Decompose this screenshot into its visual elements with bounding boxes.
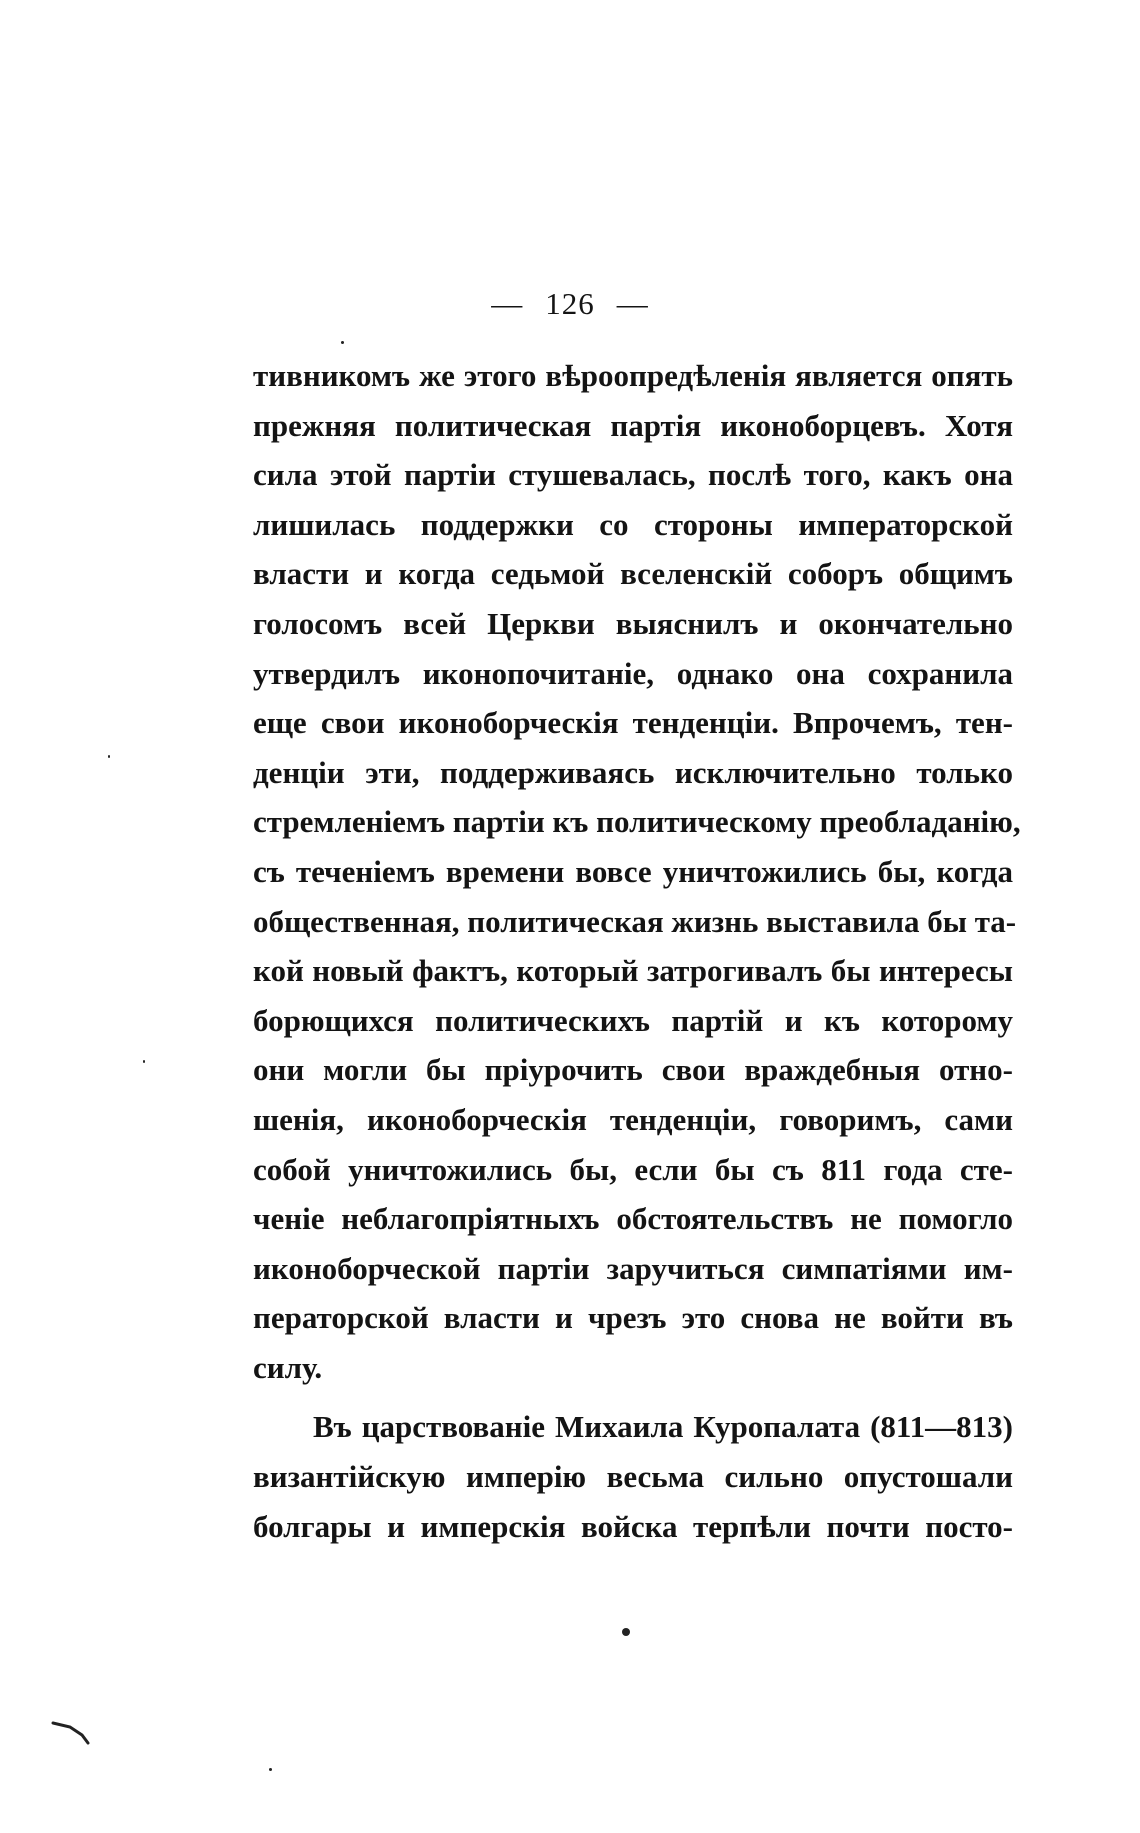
text-line: ператорской власти и чрезъ это снова не войти въ <box>253 1300 1013 1336</box>
text-line: денціи эти, поддерживаясь исключительно только <box>253 754 1013 790</box>
text-line: они могли бы пріурочить свои враждебныя отно- <box>253 1052 1013 1088</box>
text-line: кой новый фактъ, который затрогивалъ бы интересы <box>253 953 1013 989</box>
page-number-dash-right: — <box>616 286 649 321</box>
page-number-value: 126 <box>545 286 595 321</box>
text-line: шенія, иконоборческія тенденціи, говоримъ, сами <box>253 1101 1013 1137</box>
scan-speck <box>269 1768 272 1771</box>
scan-speck <box>341 341 344 344</box>
text-line: общественная, политическая жизнь выставила бы та- <box>253 903 1017 939</box>
page-number-dash-left: — <box>491 286 524 321</box>
text-line: стремленіемъ партіи къ политическому преобладанію, <box>253 804 1021 840</box>
scan-speck <box>108 755 110 758</box>
text-line: утвердилъ иконопочитаніе, однако она сохранила <box>253 655 1013 691</box>
scan-scratch <box>48 1715 98 1755</box>
text-line: прежняя политическая партія иконоборцевъ. Хотя <box>253 407 1013 443</box>
text-line: борющихся политическихъ партій и къ которому <box>253 1002 1013 1038</box>
text-line: сила этой партіи стушевалась, послѣ того, какъ она <box>253 457 1013 493</box>
text-line: византійскую имперію весьма сильно опустошали <box>253 1459 1013 1495</box>
text-line-paragraph-end: силу. <box>253 1349 323 1385</box>
text-line: съ теченіемъ времени вовсе уничтожились бы, когда <box>253 853 1013 889</box>
text-line: тивникомъ же этого вѣроопредѣленія является опять <box>253 358 1013 393</box>
text-line: собой уничтожились бы, если бы съ 811 года сте- <box>253 1151 1013 1187</box>
scan-speck <box>143 1060 145 1063</box>
text-line: ченіе неблагопріятныхъ обстоятельствъ не помогло <box>253 1201 1013 1237</box>
text-line: голосомъ всей Церкви выяснилъ и окончательно <box>253 605 1013 641</box>
text-line: иконоборческой партіи заручиться симпатіями им- <box>253 1250 1013 1286</box>
text-line: болгары и имперскія войска терпѣли почти посто- <box>253 1508 1013 1544</box>
text-line-paragraph-start: Въ царствованіе Михаила Куропалата (811—813) <box>313 1409 1013 1445</box>
body-text <box>253 351 1021 1551</box>
page-number <box>0 286 1140 322</box>
text-line: власти и когда седьмой вселенскій соборъ общимъ <box>253 556 1013 592</box>
text-line: еще свои иконоборческія тенденціи. Впрочемъ, тен- <box>253 705 1013 741</box>
text-line: лишилась поддержки со стороны императорской <box>253 506 1013 542</box>
scan-speck <box>622 1628 630 1636</box>
